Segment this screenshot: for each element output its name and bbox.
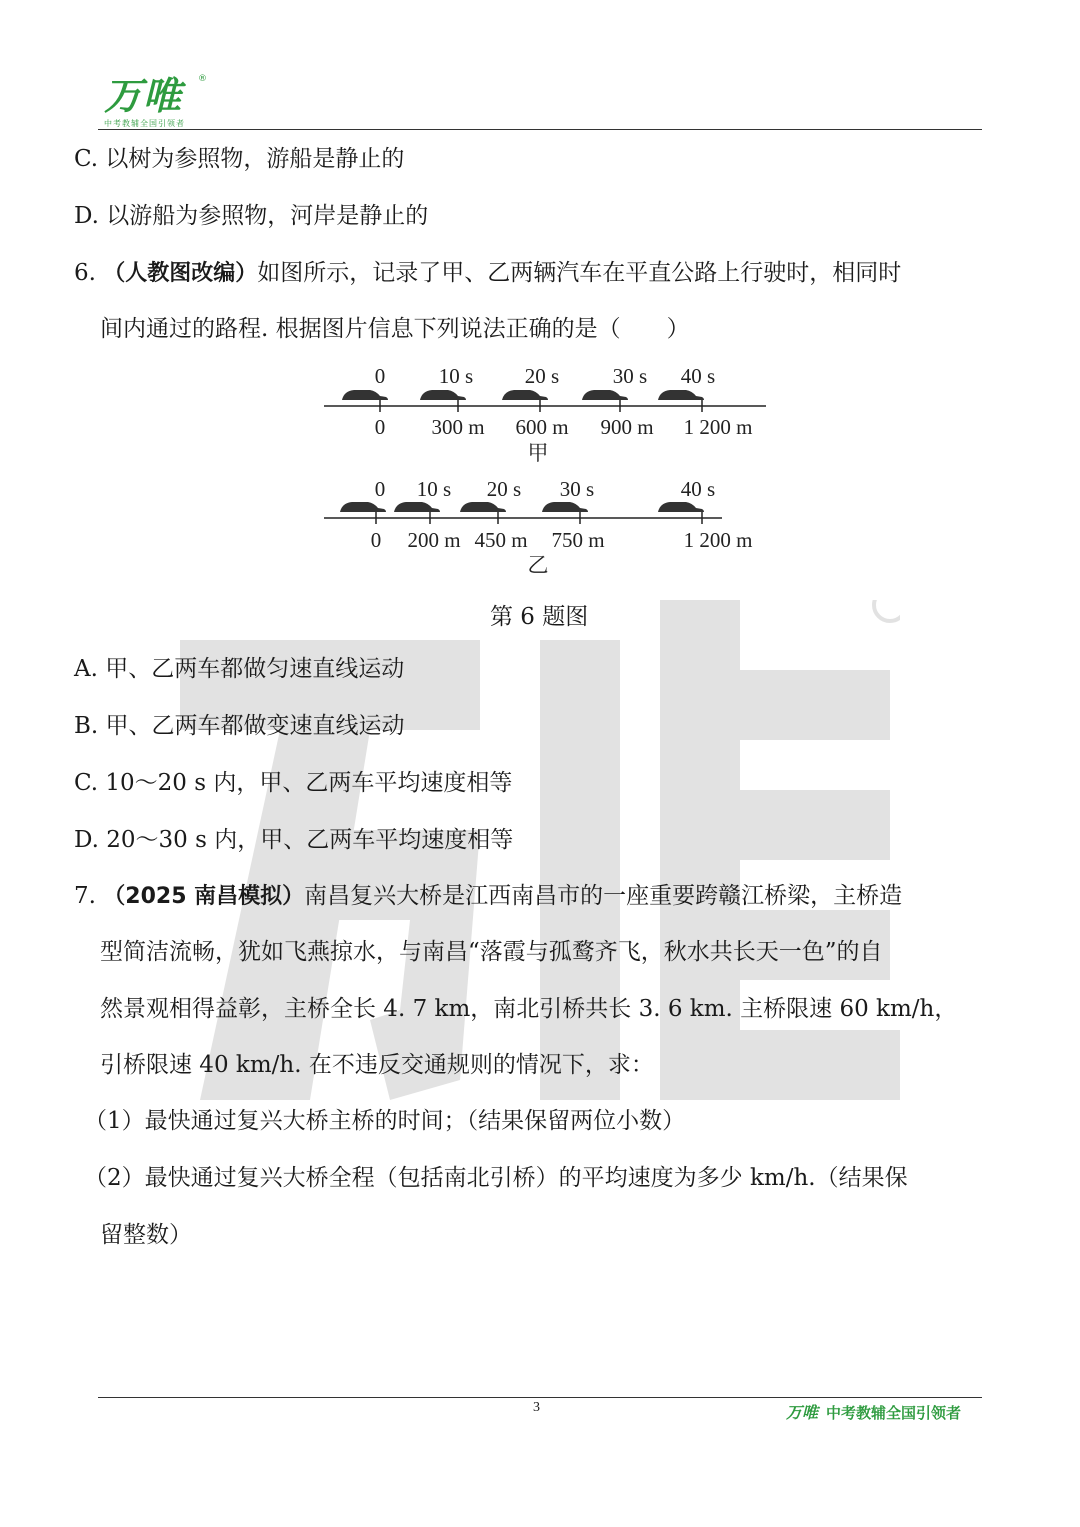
brand-logo <box>104 74 207 129</box>
jia-dist-300: 300 m <box>431 415 485 439</box>
yi-time-40: 40 s <box>680 477 716 501</box>
yi-label: 乙 <box>527 553 549 577</box>
jia-car-20 <box>502 390 548 400</box>
q5-option-d: D. 以游船为参照物，河岸是静止的 <box>74 203 429 229</box>
footer-slogan: 中考教辅全国引领者 <box>826 1404 962 1422</box>
yi-dist-1200: 1 200 m <box>683 528 753 552</box>
q7-source: （2025 南昌模拟） <box>103 884 305 909</box>
q7-stem-line3: 然景观相得益彰，主桥全长 4. 7 km，南北引桥共长 3. 6 km. 主桥限速 60 km/h， <box>100 996 958 1022</box>
jia-dist-0: 0 <box>374 415 386 439</box>
q7-subquestion-2-cont: 留整数） <box>100 1222 192 1248</box>
jia-time-10: 10 s <box>438 364 474 388</box>
q6-figure-caption: 第 6 题图 <box>490 604 589 630</box>
jia-time-30: 30 s <box>612 364 648 388</box>
jia-label: 甲 <box>527 441 549 465</box>
jia-dist-600: 600 m <box>515 415 569 439</box>
q6-option-a: A. 甲、乙两车都做匀速直线运动 <box>74 656 405 682</box>
q6-number: 6. <box>74 260 96 286</box>
yi-dist-450: 450 m <box>474 528 528 552</box>
logo-text: 万唯 <box>104 74 183 118</box>
jia-car-30 <box>582 390 628 400</box>
footer-logo: 万唯 <box>786 1403 819 1422</box>
q7-subquestion-1: （1）最快通过复兴大桥主桥的时间；（结果保留两位小数） <box>84 1108 686 1134</box>
q7-stem-line2: 型简洁流畅，犹如飞燕掠水，与南昌“落霞与孤鹜齐飞，秋水共长天一色”的自 <box>100 939 883 965</box>
yi-car-0 <box>340 502 386 512</box>
footer-divider <box>98 1397 982 1398</box>
footer-brand <box>786 1400 961 1423</box>
q7-stem-line1 <box>74 881 902 912</box>
q6-figure <box>320 360 770 580</box>
page-number: 3 <box>533 1400 540 1415</box>
jia-dist-900: 900 m <box>600 415 654 439</box>
q6-stem-line1 <box>74 258 901 289</box>
jia-car-10 <box>420 390 466 400</box>
yi-car-40 <box>658 502 704 512</box>
q6-stem-text1: 如图所示，记录了甲、乙两辆汽车在平直公路上行驶时，相同时 <box>257 260 902 286</box>
header-divider <box>98 129 982 130</box>
yi-time-20: 20 s <box>486 477 522 501</box>
jia-dist-1200: 1 200 m <box>683 415 753 439</box>
jia-car-0 <box>342 390 388 400</box>
yi-car-30 <box>542 502 588 512</box>
q7-stem-line4: 引桥限速 40 km/h. 在不违反交通规则的情况下，求： <box>100 1052 654 1078</box>
yi-dist-0: 0 <box>370 528 382 552</box>
q7-subquestion-2: （2）最快通过复兴大桥全程（包括南北引桥）的平均速度为多少 km/h.（结果保 <box>84 1165 908 1191</box>
yi-time-10: 10 s <box>416 477 452 501</box>
q6-source: （人教图改编） <box>103 261 258 286</box>
jia-time-20: 20 s <box>524 364 560 388</box>
q7-number: 7. <box>74 883 96 909</box>
yi-time-0: 0 <box>374 477 386 501</box>
registered-mark: ® <box>198 74 207 84</box>
jia-time-40: 40 s <box>680 364 716 388</box>
q6-option-b: B. 甲、乙两车都做变速直线运动 <box>74 713 405 739</box>
yi-dist-200: 200 m <box>407 528 461 552</box>
yi-car-10 <box>394 502 440 512</box>
yi-time-30: 30 s <box>559 477 595 501</box>
jia-time-0: 0 <box>374 364 386 388</box>
logo-slogan: 中考教辅全国引领者 <box>104 119 185 128</box>
yi-car-20 <box>460 502 506 512</box>
jia-car-40 <box>658 390 704 400</box>
q6-option-d: D. 20～30 s 内，甲、乙两车平均速度相等 <box>74 827 514 853</box>
yi-dist-750: 750 m <box>551 528 605 552</box>
q6-stem-line2: 间内通过的路程. 根据图片信息下列说法正确的是（ ） <box>100 316 690 342</box>
q7-stem-text1: 南昌复兴大桥是江西南昌市的一座重要跨赣江桥梁，主桥造 <box>304 883 903 909</box>
q6-option-c: C. 10～20 s 内，甲、乙两车平均速度相等 <box>74 770 513 796</box>
q5-option-c: C. 以树为参照物，游船是静止的 <box>74 146 405 172</box>
